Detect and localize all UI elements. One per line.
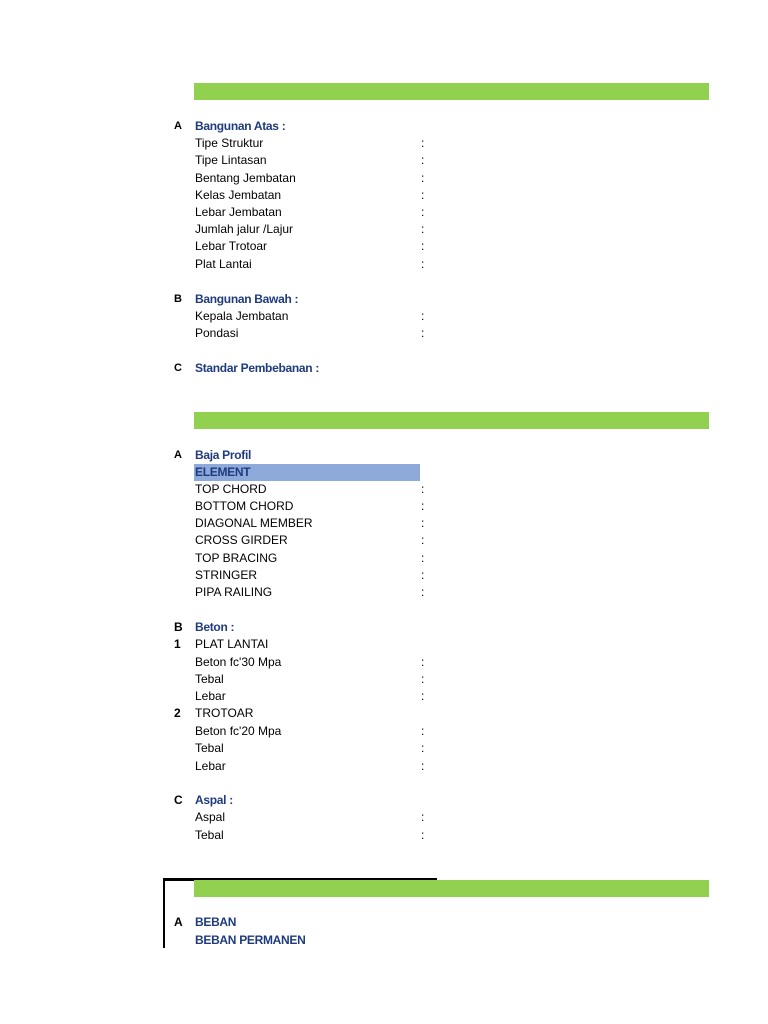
colon: : xyxy=(421,741,425,755)
section-marker: A xyxy=(174,120,182,132)
colon: : xyxy=(421,568,425,582)
element-header: ELEMENT xyxy=(195,465,251,479)
colon: : xyxy=(421,585,425,599)
list-item xyxy=(0,325,768,342)
list-item xyxy=(0,758,768,775)
item-label: Kelas Jembatan xyxy=(195,188,282,202)
aspal-heading-row xyxy=(0,792,768,809)
item-label: Beton fc'20 Mpa xyxy=(195,724,282,738)
colon: : xyxy=(421,153,425,167)
colon: : xyxy=(421,482,425,496)
bangunan-atas-heading-row xyxy=(0,118,768,135)
section-title: Bangunan Atas : xyxy=(195,119,286,133)
list-item xyxy=(0,827,768,844)
subgroup-number: 2 xyxy=(174,706,181,720)
list-item xyxy=(0,584,768,601)
section-title: Aspal : xyxy=(195,793,233,807)
standar-heading-row xyxy=(0,360,768,377)
list-item xyxy=(0,532,768,549)
bangunan-bawah-heading-row xyxy=(0,291,768,308)
colon: : xyxy=(421,828,425,842)
section-marker: C xyxy=(174,362,182,374)
subgroup-row xyxy=(0,705,768,722)
colon: : xyxy=(421,188,425,202)
item-label: Kepala Jembatan xyxy=(195,309,289,323)
item-label: Lebar Trotoar xyxy=(195,239,268,253)
colon: : xyxy=(421,533,425,547)
baja-heading-row xyxy=(0,447,768,464)
item-label: Tebal xyxy=(195,672,224,686)
section-header-bar xyxy=(194,412,709,429)
section-marker: A xyxy=(174,915,183,929)
item-label: Jumlah jalur /Lajur xyxy=(195,222,294,236)
section-marker: A xyxy=(174,449,182,461)
item-label: Lebar xyxy=(195,689,226,703)
colon: : xyxy=(421,516,425,530)
colon: : xyxy=(421,724,425,738)
section-title: BEBAN xyxy=(195,915,237,929)
list-item xyxy=(0,671,768,688)
beban-heading-row xyxy=(0,914,768,931)
item-label: DIAGONAL MEMBER xyxy=(195,516,313,530)
list-item xyxy=(0,550,768,567)
section-title: Beton : xyxy=(195,620,235,634)
list-item xyxy=(0,654,768,671)
colon: : xyxy=(421,136,425,150)
item-label: Lebar xyxy=(195,759,226,773)
colon: : xyxy=(421,810,425,824)
colon: : xyxy=(421,551,425,565)
item-label: TOP CHORD xyxy=(195,482,267,496)
colon: : xyxy=(421,759,425,773)
list-item xyxy=(0,187,768,204)
item-label: Tebal xyxy=(195,741,224,755)
item-label: STRINGER xyxy=(195,568,258,582)
colon: : xyxy=(421,222,425,236)
subgroup-row xyxy=(0,636,768,653)
subgroup-title: PLAT LANTAI xyxy=(195,637,269,651)
colon: : xyxy=(421,309,425,323)
section-header-bar xyxy=(194,83,709,100)
item-label: Tipe Lintasan xyxy=(195,153,267,167)
section-marker: B xyxy=(174,620,183,634)
list-item xyxy=(0,567,768,584)
colon: : xyxy=(421,239,425,253)
section-title: Standar Pembebanan : xyxy=(195,361,320,375)
list-item xyxy=(0,740,768,757)
subgroup-number: 1 xyxy=(174,637,181,651)
list-item xyxy=(0,809,768,826)
list-item xyxy=(0,481,768,498)
section-title: Baja Profil xyxy=(195,448,252,462)
colon: : xyxy=(421,326,425,340)
colon: : xyxy=(421,171,425,185)
subgroup-title: TROTOAR xyxy=(195,706,254,720)
colon: : xyxy=(421,205,425,219)
list-item xyxy=(0,152,768,169)
section-subtitle: BEBAN PERMANEN xyxy=(195,933,306,947)
element-header-row xyxy=(0,464,768,481)
colon: : xyxy=(421,655,425,669)
beton-heading-row xyxy=(0,619,768,636)
item-label: TOP BRACING xyxy=(195,551,278,565)
colon: : xyxy=(421,672,425,686)
list-item xyxy=(0,135,768,152)
item-label: Aspal xyxy=(195,810,226,824)
list-item xyxy=(0,723,768,740)
beban-subheading-row xyxy=(0,932,768,949)
item-label: Lebar Jembatan xyxy=(195,205,282,219)
list-item xyxy=(0,256,768,273)
list-item xyxy=(0,221,768,238)
item-label: Tipe Struktur xyxy=(195,136,264,150)
section-header-bar xyxy=(194,880,709,897)
section-title: Bangunan Bawah : xyxy=(195,292,299,306)
item-label: Tebal xyxy=(195,828,224,842)
list-item xyxy=(0,204,768,221)
item-label: Beton fc'30 Mpa xyxy=(195,655,282,669)
section-marker: C xyxy=(174,793,183,807)
list-item xyxy=(0,688,768,705)
list-item xyxy=(0,498,768,515)
item-label: Pondasi xyxy=(195,326,239,340)
list-item xyxy=(0,308,768,325)
item-label: PIPA RAILING xyxy=(195,585,273,599)
colon: : xyxy=(421,689,425,703)
colon: : xyxy=(421,499,425,513)
item-label: Bentang Jembatan xyxy=(195,171,296,185)
list-item xyxy=(0,170,768,187)
list-item xyxy=(0,515,768,532)
item-label: CROSS GIRDER xyxy=(195,533,288,547)
item-label: BOTTOM CHORD xyxy=(195,499,294,513)
colon: : xyxy=(421,257,425,271)
list-item xyxy=(0,238,768,255)
item-label: Plat Lantai xyxy=(195,257,252,271)
section-marker: B xyxy=(174,293,182,305)
